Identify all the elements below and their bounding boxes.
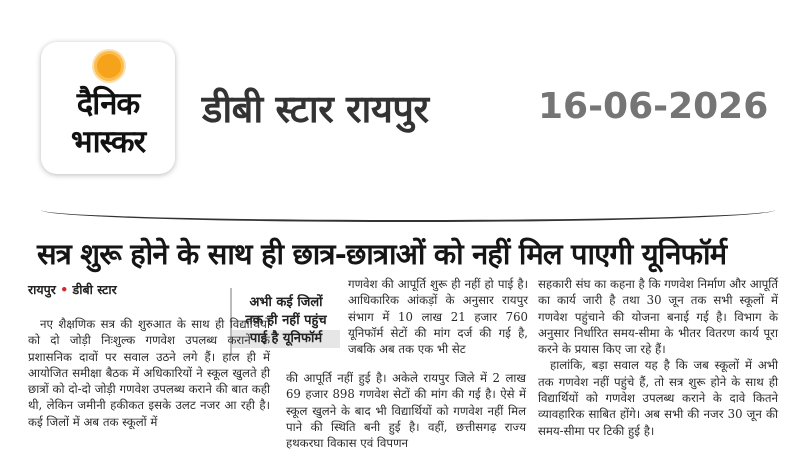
article-column-3 xyxy=(538,276,778,439)
article-column-1 xyxy=(28,316,270,430)
logo-text-dainik: दैनिक xyxy=(76,86,140,122)
article-byline xyxy=(28,281,117,298)
byline-separator: • xyxy=(60,282,69,297)
pull-quote-line: अभी कई जिलों xyxy=(249,295,323,310)
article-paragraph: की आपूर्ति नहीं हुई है। अकेले रायपुर जिले में 2 लाख 69 हजार 898 गणवेश सेटों की मांग की गई है। ऐसे में स्कूल खुलने के बाद भी विद्यार्थियों को गणवेश नहीं मिल पाने की स्थिति बनी हुई है। वहीं, छत्तीसगढ़ राज्य हथकरघा विकास एवं विपणन xyxy=(286,371,526,451)
byline-city: रायपुर xyxy=(28,282,56,297)
edition-title: डीबी स्टार रायपुर xyxy=(202,87,429,131)
header-divider xyxy=(41,210,775,222)
edition-date: 16-06-2026 xyxy=(538,86,769,127)
article-headline: सत्र शुरू होने के साथ ही छात्र-छात्राओं को नहीं मिल पाएगी यूनिफॉर्म xyxy=(37,237,727,271)
pull-quote-line: पाई है यूनिफॉर्म xyxy=(232,330,340,348)
pull-quote-line: तक ही नहीं पहुंच xyxy=(245,313,327,328)
article-paragraph: हालांकि, बड़ा सवाल यह है कि जब स्कूलों में अभी तक गणवेश नहीं पहुंचे हैं, तो सत्र शुरू होने के साथ ही विद्यार्थियों को गणवेश उपलब्ध कराने के दावे कितने व्यावहारिक साबित होंगे। अब सभी की नजर 30 जून की समय-सीमा पर टिकी हुई है। xyxy=(538,358,778,438)
sun-icon xyxy=(97,54,121,78)
article-paragraph: नए शैक्षणिक सत्र की शुरुआत के साथ ही विद्यार्थियों को दो जोड़ी निःशुल्क गणवेश उपलब्ध कराने के प्रशासनिक दावों पर सवाल उठने लगे हैं। हाल ही में आयोजित समीक्षा बैठक में अधिकारियों ने स्कूल खुलते ही छात्रों को दो-दो जोड़ी गणवेश उपलब्ध कराने की बात कही थी, लेकिन जमीनी हकीकत इसके उलट नजर आ रही है। कई जिलों में अब तक स्कूलों में xyxy=(28,317,270,429)
byline-source: डीबी स्टार xyxy=(72,282,117,297)
logo-text-bhaskar: भास्कर xyxy=(70,124,146,160)
dainik-bhaskar-logo[interactable] xyxy=(41,42,175,174)
article-column-2-top xyxy=(348,276,528,357)
article-paragraph: सहकारी संघ का कहना है कि गणवेश निर्माण और आपूर्ति का कार्य जारी है तथा 30 जून तक सभी स्कूलों में गणवेश पहुंचाने की योजना बनाई गई है। विभाग के अनुसार निर्धारित समय-सीमा के भीतर वितरण कार्य पूरा करने के प्रयास किए जा रहे हैं। xyxy=(538,277,778,357)
article-column-2 xyxy=(286,370,526,451)
article-paragraph: गणवेश की आपूर्ति शुरू ही नहीं हो पाई है। आधिकारिक आंकड़ों के अनुसार रायपुर संभाग में 10 लाख 21 हजार 760 यूनिफॉर्म सेटों की मांग दर्ज की गई है, जबकि अब तक एक भी सेट xyxy=(348,277,528,357)
